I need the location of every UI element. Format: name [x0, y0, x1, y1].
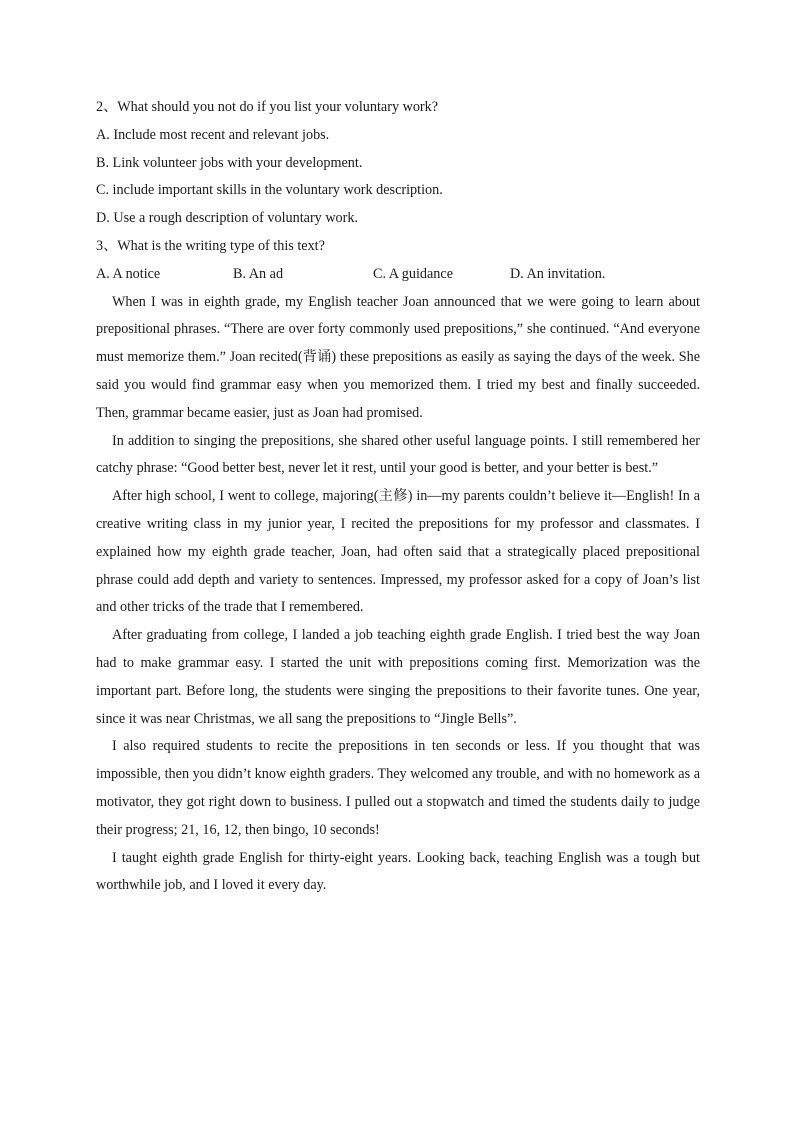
- question-3-stem: 3、What is the writing type of this text?: [96, 237, 325, 254]
- passage-paragraph-6: I taught eighth grade English for thirty-eight years. Looking back, teaching English was a tough but worthwhile job, and I loved it every day.: [96, 849, 700, 894]
- document-page: [96, 94, 700, 900]
- question-2-option-a: A. Include most recent and relevant jobs.: [96, 126, 330, 143]
- question-2-option-d: D. Use a rough description of voluntary work.: [96, 210, 359, 227]
- passage-paragraph-1: When I was in eighth grade, my English teacher Joan announced that we were going to learn about prepositional phrases. “There are over forty commonly used prepositions,” she continued. “And everyone must memorize them.” Joan recited(背诵) these prepositions as easily as saying the days of the week. She said you would find grammar easy when you memorized them. I tried my best and finally succeeded. Then, grammar became easier, just as Joan had promised.: [96, 293, 700, 421]
- question-3-option-c: C. A guidance: [373, 265, 453, 282]
- passage-paragraph-4: After graduating from college, I landed a job teaching eighth grade English. I tried best the way Joan had to make grammar easy. I started the unit with prepositions coming first. Memorization was the important part. Before long, the students were singing the prepositions to their favorite tunes. One year, since it was near Christmas, we all sang the prepositions to “Jingle Bells”.: [96, 627, 700, 727]
- question-3-option-d: D. An invitation.: [510, 265, 606, 282]
- question-2-option-c: C. include important skills in the voluntary work description.: [96, 182, 443, 199]
- passage-paragraph-5: I also required students to recite the prepositions in ten seconds or less. If you thought that was impossible, then you didn’t know eighth graders. They welcomed any trouble, and with no homework as a motivator, they got right down to business. I pulled out a stopwatch and timed the students daily to judge their progress; 21, 16, 12, then bingo, 10 seconds!: [96, 738, 700, 838]
- question-2-stem: 2、What should you not do if you list your voluntary work?: [96, 99, 439, 115]
- question-2-option-b: B. Link volunteer jobs with your development.: [96, 154, 363, 171]
- passage-paragraph-2: In addition to singing the prepositions, she shared other useful language points. I still remembered her catchy phrase: “Good better best, never let it rest, until your good is better, and your better is best.”: [96, 432, 700, 477]
- passage-paragraph-3: After high school, I went to college, majoring(主修) in—my parents couldn’t believe it—English! In a creative writing class in my junior year, I recited the prepositions for my professor and classmates. I explained how my eighth grade teacher, Joan, had often said that a strategically placed prepositional phrase could add depth and variety to sentences. Impressed, my professor asked for a copy of Joan’s list and other tricks of the trade that I remembered.: [96, 488, 700, 616]
- question-3-option-a: A. A notice: [96, 265, 161, 282]
- question-3-options: [96, 261, 700, 289]
- question-3-option-b: B. An ad: [233, 265, 284, 282]
